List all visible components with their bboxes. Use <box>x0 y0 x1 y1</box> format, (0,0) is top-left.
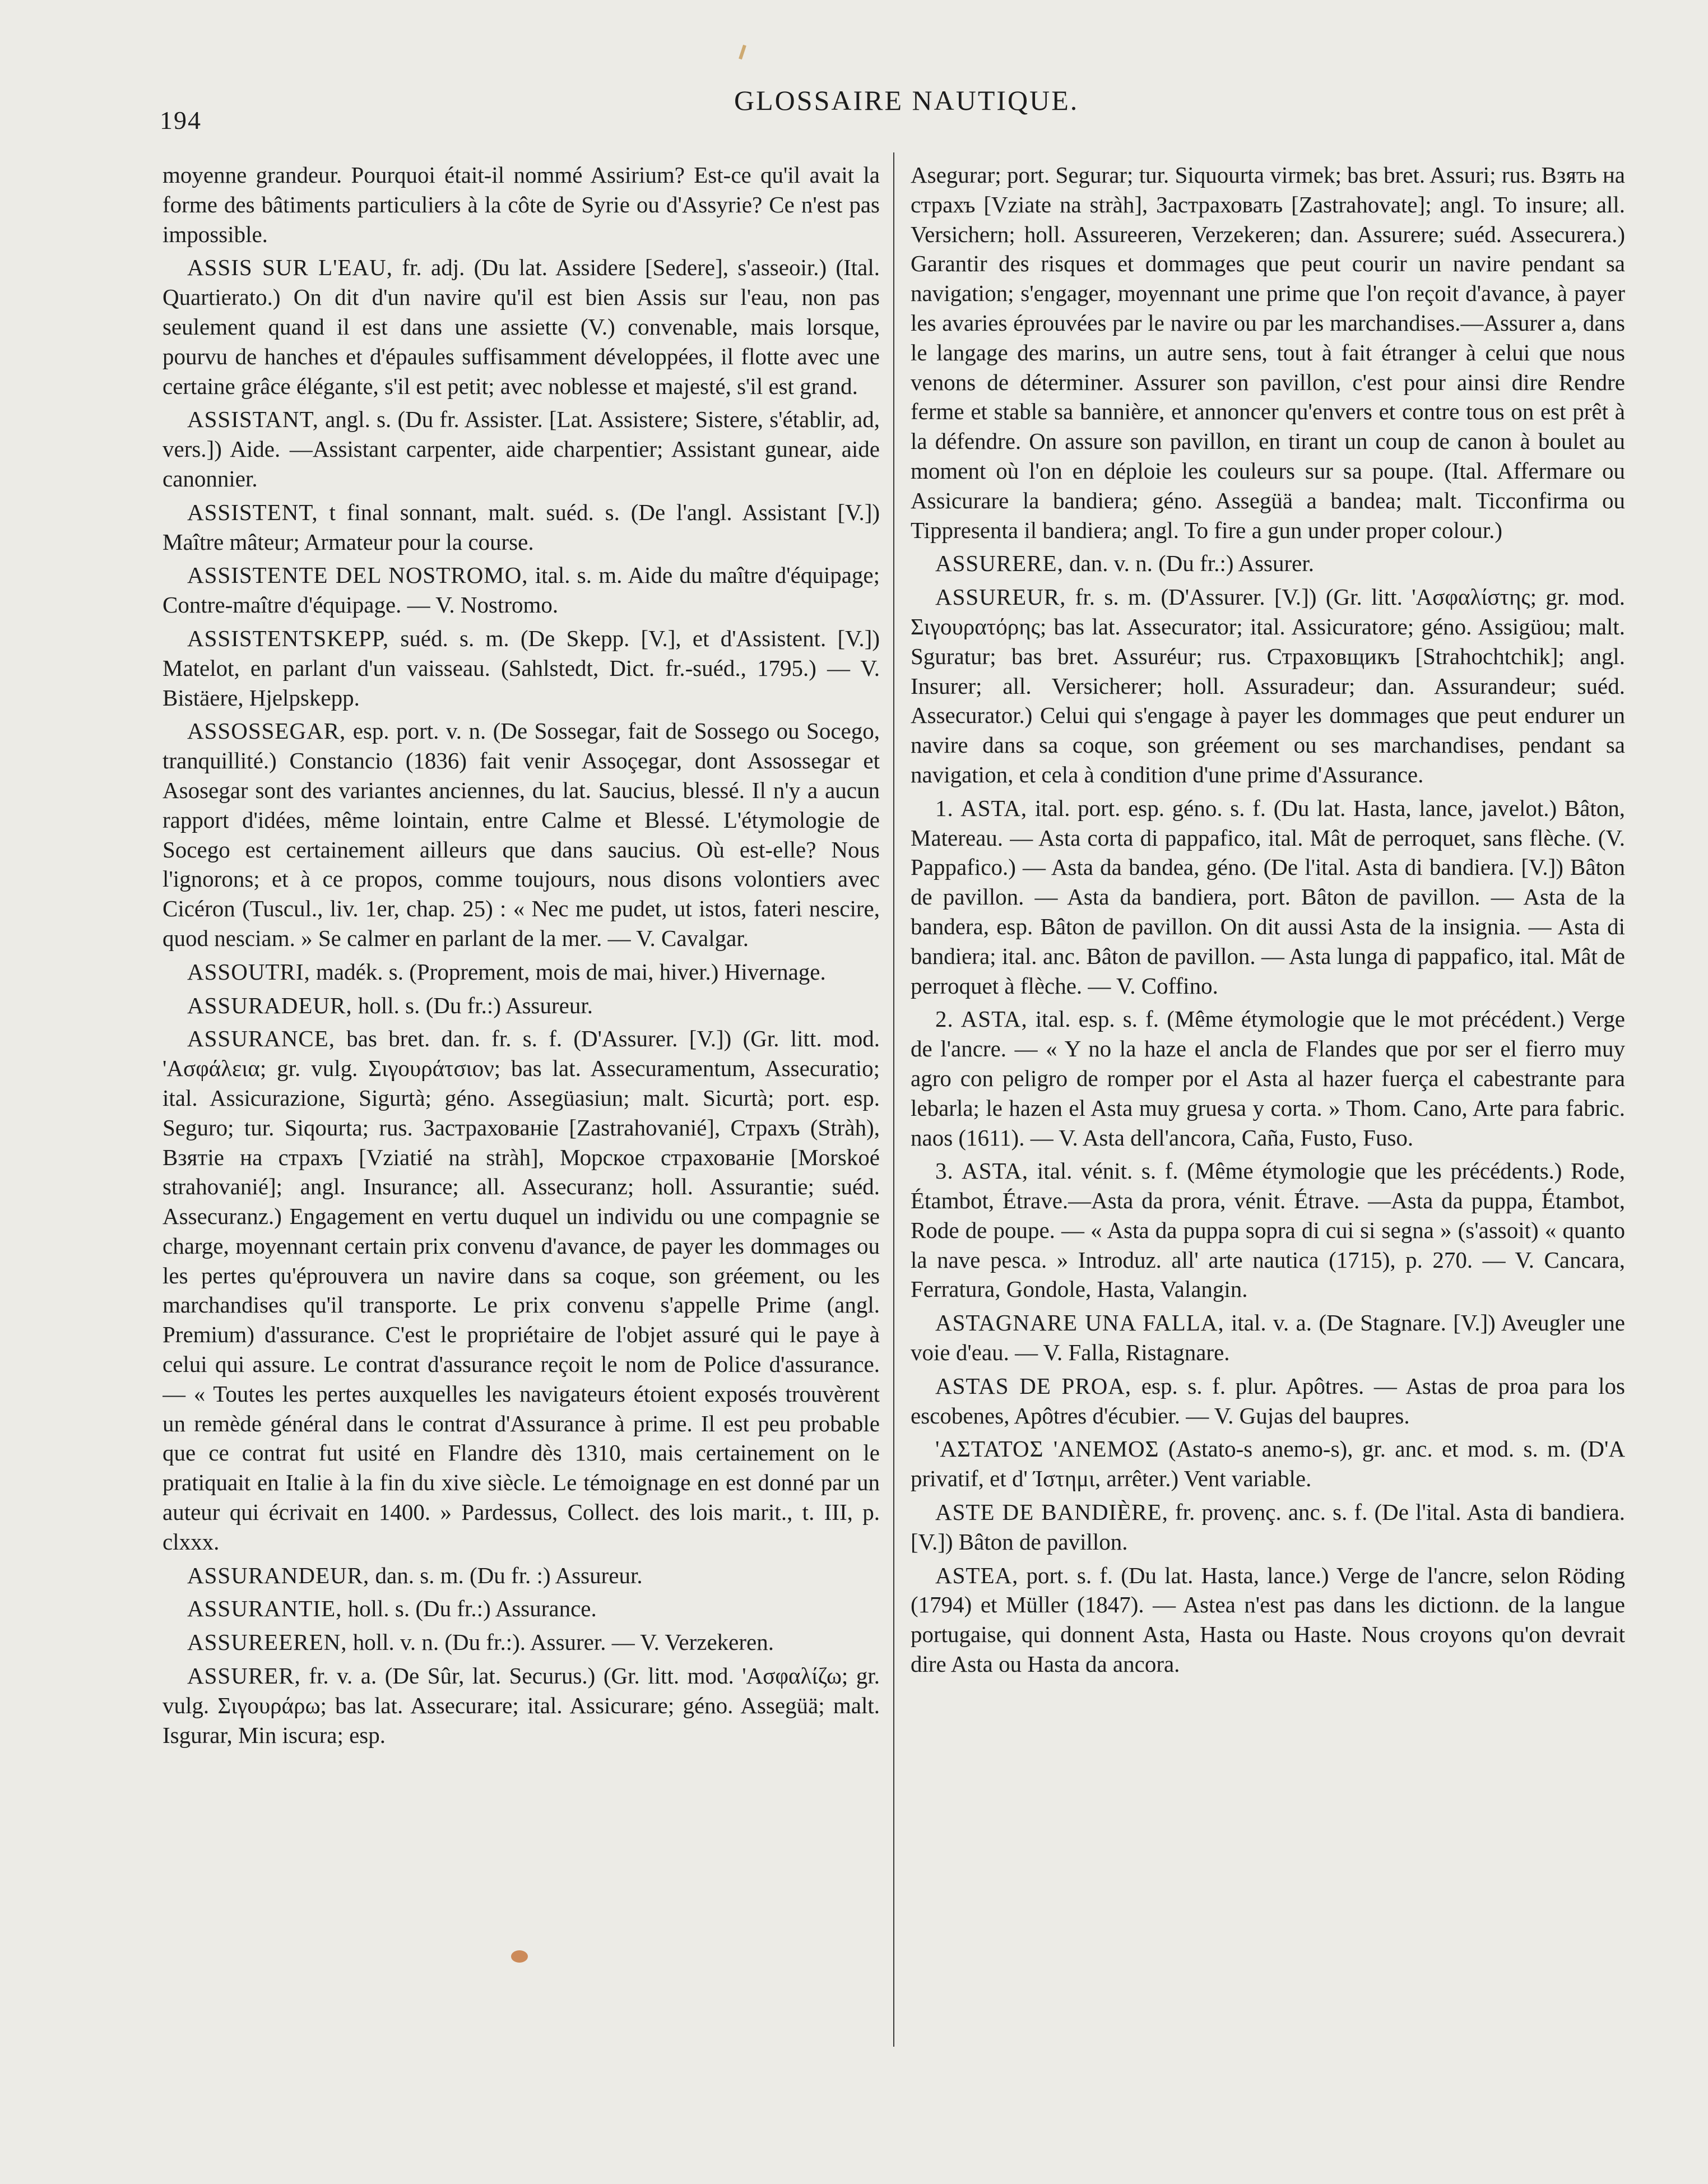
ink-blot <box>511 1950 528 1963</box>
entry-headword: ASTAGNARE UNA FALLA, <box>935 1310 1224 1336</box>
entry-headword: ASSURANCE, <box>187 1026 336 1052</box>
entry <box>911 1156 1625 1304</box>
entry-text: holl. v. n. (Du fr.:). Assurer. — V. Verzekeren. <box>352 1629 774 1656</box>
entry-text: fr. s. m. (D'Assurer. [V.]) (Gr. litt. 'Ασφαλίστης; gr. mod. Σιγουρατόρης; bas lat. Assecurator; ital. Assicuratore; géno. Assigüou; malt. Sguratur; bas bret. Assuréur; rus. Страховщикъ [Strahochtchik]; angl. Insurer; all. Versicherer; holl. Assuradeur; dan. Assurandeur; suéd. Assecurator.) Celui qui s'engage à payer les dommages que peut endurer un navire dans sa coque, son gréement ou ses marchandises, pendant sa navigation, et cela à condition d'une prime d'Assurance. <box>911 584 1625 787</box>
running-title: GLOSSAIRE NAUTIQUE. <box>734 85 1079 116</box>
entry <box>163 498 880 557</box>
entry-text: ital. s. m. Aide du maître d'équipage; Contre-maître d'équipage. — V. Nostromo. <box>163 562 880 618</box>
entry <box>911 160 1625 545</box>
entry-headword: ASSURERE, <box>935 550 1064 577</box>
entry-text: ital. v. a. (De Stagnare. [V.]) Aveugler une voie d'eau. — V. Falla, Ristagnare. <box>911 1310 1625 1366</box>
entry-text: t final sonnant, malt. suéd. s. (De l'angl. Assistant [V.]) Maître mâteur; Armateur pour la course. <box>163 499 880 555</box>
entry <box>163 957 880 987</box>
entry-text: holl. s. (Du fr.:) Assurance. <box>347 1596 597 1622</box>
entry <box>163 1561 880 1591</box>
entry <box>911 1308 1625 1367</box>
entry-text: bas bret. dan. fr. s. f. (D'Assurer. [V.]) (Gr. litt. mod. 'Ασφάλεια; gr. vulg. Σιγουράτσιον; bas lat. Assecuramentum, Assecuratio; ital. Assicurazione, Sigurtà; géno. Assegüasiun; malt. Sicurtà; port. esp. Seguro; tur. Siqourta; rus. Застрахованіе [Zastrahovanié], Страхъ (Stràh), Взятіе на страхъ [Vziatié na stràh], Морское страхованіе [Morskoé strahovanié]; angl. Insurance; all. Assecuranz; holl. Assurantie; suéd. Assecuranz.) Engagement en vertu duquel un individu ou une compagnie se charge, moyennant certain prix convenu d'avance, de payer les dommages ou les pertes qu'éprouvera un navire dans sa coque, son gréement, ou les marchandises qu'il transporte. Le prix convenu s'appelle Prime (angl. Premium) d'assurance. C'est le propriétaire de l'objet assuré qui le paye à celui qui assure. Le contrat d'assurance reçoit le nom de Police d'assurance. — « Toutes les pertes auxquelles les navigateurs étoient exposés trouvèrent un remède général dans le contrat d'Assurance à prime. Il est peu probable que ce contrat fut usité en Flandre dès 1310, mais certainement on le pratiquait en Italie à la fin du xive siècle. Le témoignage en est donné par un auteur qui écrivait en 1400. » Pardessus, Collect. des lois marit., t. III, p. clxxx. <box>163 1026 880 1555</box>
entry <box>163 1024 880 1556</box>
entry-text: fr. adj. (Du lat. Assidere [Sedere], s'asseoir.) (Ital. Quartierato.) On dit d'un navire qu'il est bien Assis sur l'eau, non pas seulement quand il est dans une assiette (V.) convenable, mais lorsque, pourvu de hanches et d'épaules suffisamment développées, il flotte avec une certaine grâce élégante, s'il est petit; avec noblesse et majesté, s'il est grand. <box>163 254 880 399</box>
entry-headword: ASSURADEUR, <box>187 992 352 1018</box>
entry <box>163 716 880 953</box>
entry <box>911 1004 1625 1152</box>
entry-text: Asegurar; port. Segurar; tur. Siquourta virmek; bas bret. Assuri; rus. Взять на страхъ [Vziate na stràh], Застраховать [Zastrahovate]; angl. To insure; all. Versichern; holl. Assureeren, Verzekeren; dan. Assurere; suéd. Assecurera.) Garantir des risques et dommages que peut courir un navire pendant sa navigation; s'engager, moyennant une prime que l'on reçoit d'avance, à payer les avaries éprouvées par le navire ou par les marchandises.—Assurer a, dans le langage des marins, un autre sens, tout à fait étranger à celui que nous venons de déterminer. Assurer son pavillon, c'est pour ainsi dire Rendre ferme et stable sa bannière, et annoncer qu'envers et contre tous on est prêt à la défendre. On assure son pavillon, en tirant un coup de canon à boulet au moment où l'on en déploie les couleurs sur sa poupe. (Ital. Affermare ou Assicurare la bandiera; géno. Assegüä a bandea; malt. Ticconfirma ou Tippresenta il bandiera; angl. To fire a gun under proper colour.) <box>911 162 1625 543</box>
entry-text: suéd. s. m. (De Skepp. [V.], et d'Assistent. [V.]) Matelot, en parlant d'un vaisseau. (Sahlstedt, Dict. fr.-suéd., 1795.) — V. Bistäere, Hjelpskepp. <box>163 625 880 711</box>
entry <box>163 405 880 493</box>
page-number: 194 <box>160 106 202 135</box>
entry-text: ital. vénit. s. f. (Même étymologie que les précédents.) Rode, Étambot, Étrave.—Asta da prora, vénit. Étrave. —Asta da puppa, Étambot, Rode de poupe. — « Asta da puppa sopra di cui si segna » (s'assoit) « quanto la nave pesca. » Introduz. all' arte nautica (1715), p. 270. — V. Cancara, Ferratura, Gondole, Hasta, Valangin. <box>911 1158 1625 1302</box>
entry-headword: ASSIS SUR L'EAU, <box>187 254 393 281</box>
entry <box>163 253 880 401</box>
entry <box>163 1594 880 1624</box>
entry-text: madék. s. (Proprement, mois de mai, hiver.) Hivernage. <box>315 958 826 985</box>
entry-text: ital. port. esp. géno. s. f. (Du lat. Hasta, lance, javelot.) Bâton, Matereau. — Asta corta di pappafico, ital. Mât de perroquet, sans flèche. (V. Pappafico.) — Asta da bandea, géno. (De l'ital. Asta di bandiera. [V.]) Bâton de pavillon. — Asta da bandiera, port. Bâton de pavillon. — Asta de la bandera, esp. Bâton de pavillon. On dit aussi Asta de la insignia. — Asta di bandiera; ital. anc. Bâton de pavillon. — Asta lunga di pappafico, ital. Mât de perroquet à flèche. — V. Coffino. <box>911 795 1625 999</box>
entry <box>911 549 1625 578</box>
entry-text: port. s. f. (Du lat. Hasta, lance.) Verge de l'ancre, selon Röding (1794) et Müller (1847). — Astea n'est pas dans les dictionn. de la langue portugaise, qui donnent Asta, Hasta ou Haste. Nous croyons qu'on devrait dire Asta ou Hasta da ancora. <box>911 1562 1625 1677</box>
entry-headword: 3. ASTA, <box>935 1158 1029 1184</box>
entry <box>163 991 880 1021</box>
right-column <box>911 160 1625 2043</box>
entry-headword: ASSISTENT, <box>187 499 318 525</box>
entry-headword: ASSOSSEGAR, <box>187 718 346 744</box>
entry-headword: ASSURANDEUR, <box>187 1562 370 1588</box>
entry-text: dan. s. m. (Du fr. :) Assureur. <box>375 1562 643 1588</box>
entry-headword: 'ΑΣΤΑΤΟΣ 'ΑΝΕΜΟΣ <box>935 1436 1159 1462</box>
entry-text: moyenne grandeur. Pourquoi était-il nommé Assirium? Est-ce qu'il avait la forme des bâtiments particuliers à la côte de Syrie ou d'Assyrie? Ce n'est pas impossible. <box>163 162 880 247</box>
entry-headword: ASSISTENTSKEPP, <box>187 625 389 651</box>
entry-text: esp. port. v. n. (De Sossegar, fait de Sossego ou Socego, tranquillité.) Constancio (1836) fait venir Assoçegar, dont Assossegar et Asosegar sont des variantes anciennes, du lat. Saucius, blessé. Il n'y a aucun rapport d'idées, même lointain, entre Calme et Blessé. L'étymologie de Socego est certainement ailleurs que dans saucius. Où est-elle? Nous l'ignorons; et à ce propos, comme toujours, nous disons volontiers avec Cicéron (Tuscul., liv. 1er, chap. 25) : « Nec me pudet, ut istos, fateri nescire, quod nesciam. » Se calmer en parlant de la mer. — V. Cavalgar. <box>163 718 880 951</box>
entry-headword: 1. ASTA, <box>935 795 1028 821</box>
entry-text: angl. s. (Du fr. Assister. [Lat. Assistere; Sistere, s'établir, ad, vers.]) Aide. —Assistant carpenter, aide charpentier; Assistant gunear, aide canonnier. <box>163 406 880 491</box>
entry <box>163 624 880 712</box>
entry <box>163 1627 880 1657</box>
entry <box>911 1561 1625 1679</box>
column-divider <box>893 152 894 2047</box>
entry <box>911 1497 1625 1557</box>
entry <box>911 582 1625 790</box>
entry-headword: ASSISTANT, <box>187 406 319 433</box>
entry-text: (Astato-s anemo-s), gr. anc. et mod. s. m. (D'A privatif, et d' Ίστημι, arrêter.) Vent variable. <box>911 1436 1625 1492</box>
entry <box>911 1371 1625 1431</box>
entry-headword: 2. ASTA, <box>935 1006 1028 1032</box>
entry-headword: ASSUREEREN, <box>187 1629 347 1656</box>
entry <box>163 1661 880 1750</box>
entry <box>163 160 880 249</box>
entry-headword: ASSOUTRI, <box>187 958 310 985</box>
entry-headword: ASSISTENTE DEL NOSTROMO, <box>187 562 528 588</box>
left-column <box>163 160 880 2043</box>
entry-headword: ASTEA, <box>935 1562 1019 1588</box>
entry-headword: ASSURANTIE, <box>187 1596 342 1622</box>
entry-text: ital. esp. s. f. (Même étymologie que le mot précédent.) Verge de l'ancre. — « Y no la haze el ancla de Flandes que por ser el fierro muy agro con peligro de romper por el Asta al hazer fuerça el cabestrante para lebarla; le hazen el Asta muy gruesa y corta. » Thom. Cano, Arte para fabric. naos (1611). — V. Asta dell'ancora, Caña, Fusto, Fuso. <box>911 1006 1625 1151</box>
entry-headword: ASSURER, <box>187 1663 301 1689</box>
entry-headword: ASSUREUR, <box>935 584 1066 610</box>
ink-mark <box>739 45 746 60</box>
entry-headword: ASTAS DE PROA, <box>935 1372 1132 1399</box>
entry-text: esp. s. f. plur. Apôtres. — Astas de proa para los escobenes, Apôtres d'écubier. — V. Gujas del baupres. <box>911 1372 1625 1429</box>
entry-text: fr. v. a. (De Sûr, lat. Securus.) (Gr. litt. mod. 'Ασφαλίζω; gr. vulg. Σιγουράρω; bas lat. Assecurare; ital. Assicurare; géno. Assegüä; malt. Isgurar, Min iscura; esp. <box>163 1663 880 1748</box>
entry-headword: ASTE DE BANDIÈRE, <box>935 1499 1168 1525</box>
entry <box>911 794 1625 1001</box>
entry-text: dan. v. n. (Du fr.:) Assurer. <box>1069 550 1314 577</box>
entry-text: holl. s. (Du fr.:) Assureur. <box>358 992 593 1018</box>
entry <box>163 560 880 620</box>
entry-text: fr. provenç. anc. s. f. (De l'ital. Asta di bandiera. [V.]) Bâton de pavillon. <box>911 1499 1625 1555</box>
entry <box>911 1434 1625 1494</box>
